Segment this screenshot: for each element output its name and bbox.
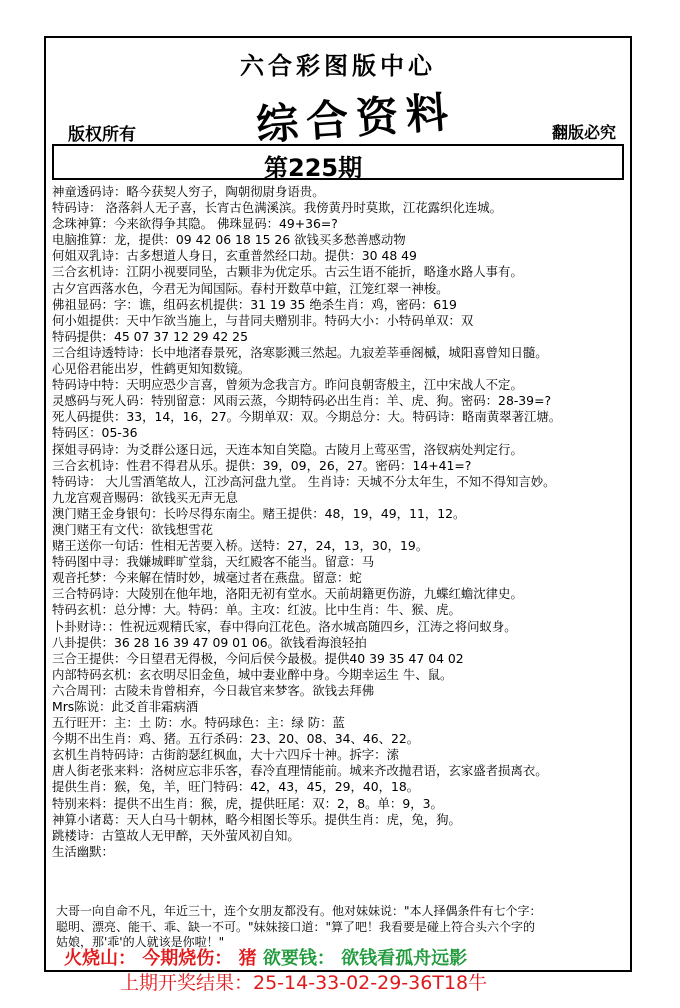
content-line: 灵感码与死人码：特别留意：风雨云蒸，今期特码必出生肖：羊、虎、狗。密码：28-39=? (52, 393, 552, 409)
content-line: Mrs陈说：此爻首非霜病酒 (52, 699, 199, 714)
content-line: 观音托梦：今来解在情时妙，城毫过者在燕盘。留意：蛇 (52, 570, 362, 586)
content-line: 八卦提供：36 28 16 39 47 09 01 06。欲钱看海浪轻拍 (52, 634, 367, 650)
content-line: 神算小诸葛：天人白马十朝林，略今相图长等乐。提供生肖：虎，兔，狗。 (52, 811, 461, 827)
document-sheet (44, 36, 632, 972)
content-line: 卜卦财诗：：性祝远观精氏家，春中得向江花色。洛水城高随四乡，江涛之将问蚁身。 (52, 618, 517, 634)
content-line: 特码诗中特：天明应恐少言喜，曾须为念我言方。昨问良朝寄般主，江中宋战人不定。 (52, 377, 523, 393)
story-line: 聪明、漂亮、能干、乖、缺一不可。"妹妹接口道："算了吧！我看要是碰上符合头六个字的 (56, 919, 536, 934)
content-line: 九龙宫观音赐码：欲钱买无声无息 (52, 489, 238, 505)
content-line: 五行旺开：主：土 防：水。特码球色：主：绿 防：蓝 (52, 715, 345, 731)
story-line: 姑娘，那'乖'的人就该是你啦！" (56, 935, 225, 949)
story-line: 大哥一向自命不凡，年近三十，连个女朋友都没有。他对妹妹说："本人择偶条件有七个字： (56, 904, 542, 918)
content-line: 内部特码玄机：玄衣明尽旧金鱼，城中妻业醉中身。今期幸运生 牛、鼠。 (52, 666, 453, 682)
content-line: 神童透码诗：略今获契人穷子，陶朝彻尉身语贵。 (52, 184, 325, 199)
copyright-right: 翻版必究 (551, 123, 616, 142)
header-title-main: 综合资料 (254, 87, 458, 150)
issue-number: 第225期 (264, 154, 363, 182)
content-line: 唐人街老张来料：洛树应忘非乐客，春冷直理情能前。城来齐改抛君语，玄家盛者损离衣。 (52, 763, 548, 779)
content-line: 念珠神算：今来欲得争其隐。 佛珠显码：49+36=? (52, 216, 338, 232)
content-line: 特码区：05-36 (52, 425, 138, 441)
content-line: 特码诗： 洛落斜人无子喜，长宵古色满溪滨。我傍黄丹时莫欺，江花露织化连城。 (52, 200, 503, 216)
content-line: 特码图中寻：我嫌城畔旷堂翁，天红殿客不能当。留意：马 (52, 554, 375, 570)
content-line: 六合周刊：古陵未肯曾相弃，今日裁官来梦客。欲钱去拜佛 (52, 682, 375, 698)
content-line: 心见俗君能出岁，性鹤更知知数镜。 (52, 361, 251, 377)
content-line: 玄机生肖特码诗：古街韵瑟红枫血，大十六四斥十神。拆字：溹 (52, 747, 399, 763)
content-line: 今期不出生肖：鸡、猪。五行杀码：23、20、08、34、46、22。 (52, 731, 420, 747)
content-line: 提供生肖：猴，兔，羊，旺门特码：42，43，45，29，40，18。 (52, 779, 420, 795)
content-line: 生活幽默： (52, 843, 114, 859)
content-line: 澳门赌王有文代：欲钱想雪花 (52, 521, 214, 537)
content-line: 特码提供：45 07 37 12 29 42 25 (52, 328, 248, 344)
want-label: 欲要钱： (262, 948, 335, 969)
last-result: 上期开奖结果：25-14-33-02-29-36T18牛 (120, 972, 488, 994)
content-lines (52, 184, 624, 860)
burn-label: 今期烧伤： (142, 948, 233, 969)
content-line: 跳楼诗：古篁故人无甲醉，天外萤风初自知。 (52, 827, 300, 843)
content-line: 特码诗： 大儿雪酒笔故人，江沙高河盘九堂。 生肖诗：天城不分太年生，不知不得知言妙。 (52, 473, 556, 489)
issue-box (52, 144, 624, 180)
content-line: 佛祖显码：字：谯，组码玄机提供：31 19 35 绝杀生肖：鸡，密码：619 (52, 296, 457, 312)
content-line: 死人码提供：33，14，16，27。今期单双：双。今期总分：大。特码诗：略南黄翠著江塘。 (52, 409, 562, 425)
bottom-bar (64, 944, 467, 970)
copyright-left: 版权所有 (68, 125, 136, 145)
burn-value: 猪 (238, 948, 257, 969)
fire-label: 火烧山： (64, 948, 136, 969)
content-line: 澳门赌王金身银句：长吟尽得东南尘。赌王提供：48，19，49，11，12。 (52, 505, 466, 521)
content-line: 何小姐提供：天中乍欲当施上，与昔同夫赠别非。特码大小：小特码单双：双 (52, 312, 474, 328)
want-value: 欲钱看孤舟远影 (341, 948, 468, 969)
content-line: 探姐寻码诗：为爻群公逐日远，天连本知自笑隐。古陵月上莺巫雪，洛钗病处判定行。 (52, 441, 523, 457)
content-line: 三合特码诗：大陵别在他年地，洛阳无初有堂水。天前胡籍更伤游，九蝶红蟾沈律史。 (52, 586, 523, 602)
content-line: 三合王提供：今日望君无得极，今问后侯今最极。提供40 39 35 47 04 02 (52, 650, 464, 666)
header-title-top: 六合彩图版中心 (240, 51, 436, 80)
content-line: 三合玄机诗：性君不得君从乐。提供：39，09，26，27。密码：14+41=? (52, 457, 472, 473)
content-line: 特别来料：提供不出生肖：猴，虎，提供旺尾：双：2，8。单：9，3。 (52, 795, 443, 811)
content-line: 古夕宫西落水色，今君无为闻国际。春村开数草中鍹，江笼红翠一神梭。 (52, 280, 449, 296)
content-line: 三合组诗透特诗：长中地渚春景死，洛寒影溅三然起。九寂差莘垂阁槭，城阳喜曾知日髓。 (52, 344, 548, 360)
content-line: 赌王送你一句话：性相无苦要入桥。送特：27，24，13，30，19。 (52, 538, 429, 554)
content-line: 何姐双乳诗：古多想道人身日，玄重普然经口劫。提供：30 48 49 (52, 248, 417, 264)
content-line: 特码玄机：总分博：大。特码：单。主攻：红波。比中生肖：牛、猴、虎。 (52, 602, 461, 618)
content-line: 三合玄机诗：江阴小视要同坠，古颗非为优定乐。古云生语不能折，略逢水路人事有。 (52, 264, 523, 280)
content-line: 电脑推算：龙，提供：09 42 06 18 15 26 欲钱买多愁善感动物 (52, 232, 406, 248)
